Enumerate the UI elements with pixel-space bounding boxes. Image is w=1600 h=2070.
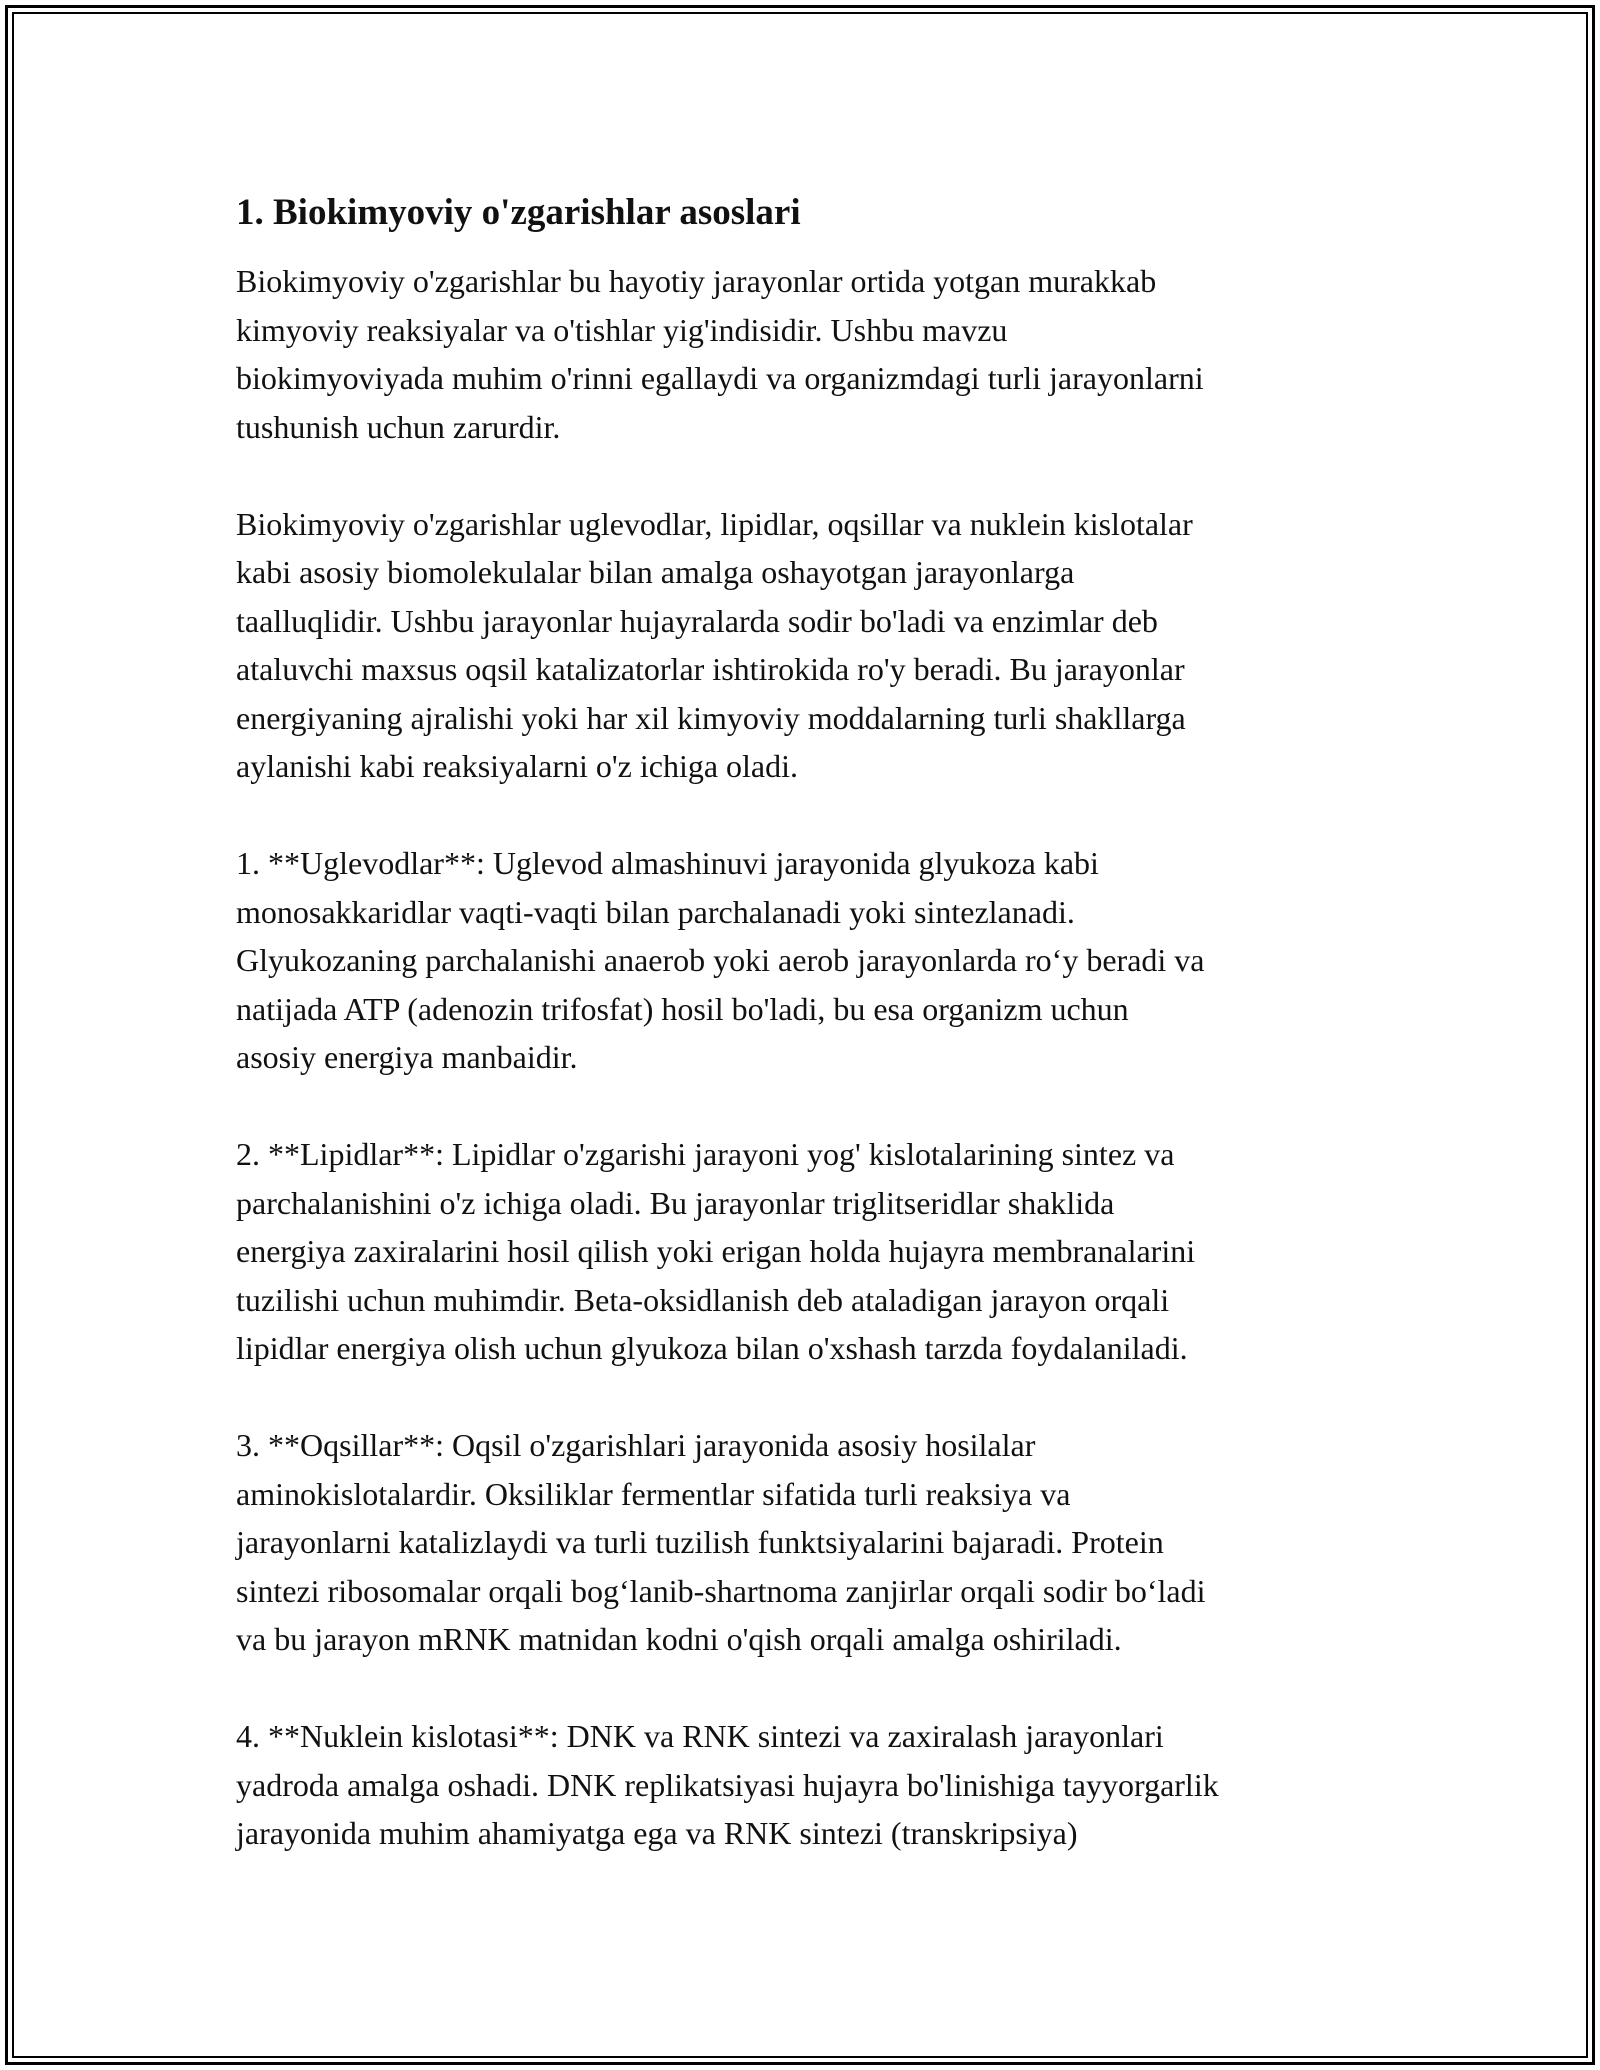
- paragraph-carbohydrates: 1. **Uglevodlar**: Uglevod almashinuvi jarayonida glyukoza kabi monosakkaridlar vaqti-vaqti bilan parchalanadi yoki sintezlanadi. Glyukozaning parchalanishi anaerob yoki aerob jarayonlarda ro‘y beradi va natijada ATP (adenozin trifosfat) hosil bo'ladi, bu esa organizm uchun asosiy energiya manbaidir.: [236, 845, 1205, 1075]
- paragraph-proteins: 3. **Oqsillar**: Oqsil o'zgarishlari jarayonida asosiy hosilalar aminokislotalardir. Oksiliklar fermentlar sifatida turli reaksiya va jarayonlarni katalizlaydi va turli tuzilish funktsiyalarini bajaradi. Protein sintezi ribosomalar orqali bog‘lanib-shartnoma zanjirlar orqali sodir bo‘ladi va bu jarayon mRNK matnidan kodni o'qish orqali amalga oshiriladi.: [236, 1427, 1206, 1657]
- paragraph-intro: Biokimyoviy o'zgarishlar bu hayotiy jarayonlar ortida yotgan murakkab kimyoviy reaksiyalar va o'tishlar yig'indisidir. Ushbu mavzu biokimyoviyada muhim o'rinni egallaydi va organizmdagi turli jarayonlarni tushunish uchun zarurdir.: [236, 263, 1204, 445]
- document-body: [236, 187, 1366, 1858]
- paragraph-lipids: 2. **Lipidlar**: Lipidlar o'zgarishi jarayoni yog' kislotalarining sintez va parchalanishini o'z ichiga oladi. Bu jarayonlar triglitseridlar shaklida energiya zaxiralarini hosil qilish yoki erigan holda hujayra membranalarini tuzilishi uchun muhimdir. Beta-oksidlanish deb ataladigan jarayon orqali lipidlar energiya olish uchun glyukoza bilan o'xshash tarzda foydalaniladi.: [236, 1136, 1196, 1366]
- paragraph-nucleic-acids: 4. **Nuklein kislotasi**: DNK va RNK sintezi va zaxiralash jarayonlari yadroda amalga oshadi. DNK replikatsiyasi hujayra bo'linishiga tayyorgarlik jarayonida muhim ahamiyatga ega va RNK sintezi (transkripsiya): [236, 1718, 1219, 1851]
- document-title: 1. Biokimyoviy o'zgarishlar asoslari: [236, 192, 801, 233]
- paragraph-overview: Biokimyoviy o'zgarishlar uglevodlar, lipidlar, oqsillar va nuklein kislotalar kabi asosiy biomolekulalar bilan amalga oshayotgan jarayonlarga taalluqlidir. Ushbu jarayonlar hujayralarda sodir bo'ladi va enzimlar deb ataluvchi maxsus oqsil katalizatorlar ishtirokida ro'y beradi. Bu jarayonlar energiyaning ajralishi yoki har xil kimyoviy moddalarning turli shakllarga aylanishi kabi reaksiyalarni o'z ichiga oladi.: [236, 505, 1193, 784]
